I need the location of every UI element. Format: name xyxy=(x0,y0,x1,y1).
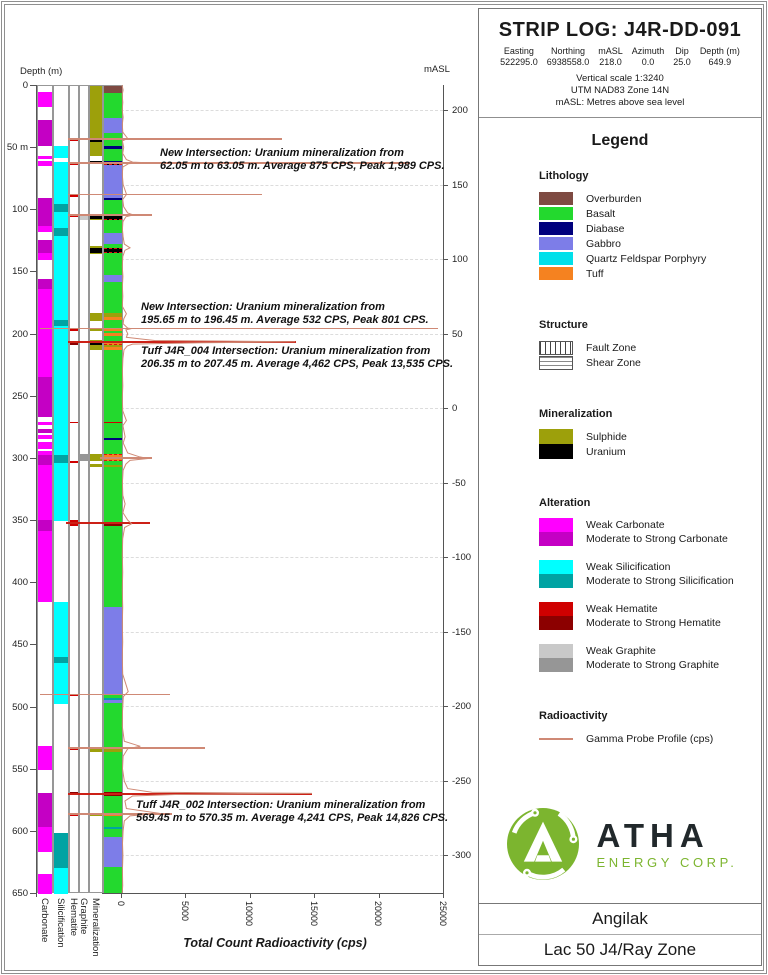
silicification-interval xyxy=(54,833,68,868)
gamma-spike-line xyxy=(68,194,262,195)
depth-tick xyxy=(30,85,36,86)
lithology-interval xyxy=(104,118,122,133)
intersection-annotation: New Intersection: Uranium mineralization from 62.05 m to 63.05 m. Average 875 CPS, Peak 1,989 CPS. xyxy=(160,147,445,172)
carbonate-interval xyxy=(38,253,52,260)
silicification-interval xyxy=(54,212,68,228)
cps-tick xyxy=(314,893,315,898)
masl-tick xyxy=(443,557,448,558)
gamma-line-swatch xyxy=(539,738,573,740)
lithology-interval xyxy=(104,867,122,894)
carbonate-interval xyxy=(38,240,52,252)
lithology-interval xyxy=(104,282,122,313)
atha-logo-icon xyxy=(503,804,583,884)
project-footer xyxy=(479,903,761,965)
legend-item: Tuff xyxy=(539,266,761,281)
fault-zone-swatch xyxy=(539,341,573,355)
drillhole-metadata xyxy=(485,46,755,67)
cps-tick-label: 20000 xyxy=(373,901,384,927)
depth-tick xyxy=(30,707,36,708)
lithology-interval xyxy=(104,526,122,607)
depth-tick xyxy=(30,147,36,148)
silicification-interval xyxy=(54,463,68,521)
masl-axis-line xyxy=(443,85,444,893)
carbonate-interval xyxy=(38,161,52,165)
cps-tick-label: 15000 xyxy=(308,901,319,927)
cps-tick-label: 10000 xyxy=(244,901,255,927)
note-scale: Vertical scale 1:3240 xyxy=(576,73,664,84)
legend-lithology: Lithology Overburden Basalt Diabase Gabbro Quartz Feldspar Porphyry Tuff xyxy=(539,170,761,281)
legend-title: Legend xyxy=(591,132,649,149)
masl-tick xyxy=(443,483,448,484)
masl-tick-label: -250 xyxy=(452,775,472,787)
cps-tick xyxy=(121,893,122,898)
legend-item: Fault Zone xyxy=(539,340,761,355)
silicification-interval xyxy=(54,663,68,704)
field-azimuth: Azimuth 0.0 xyxy=(631,46,665,67)
lithology-interval xyxy=(104,200,122,214)
masl-tick-label: -50 xyxy=(452,477,466,489)
masl-tick xyxy=(443,110,448,111)
weak-silicification-swatch xyxy=(539,560,573,574)
masl-tick-label: 0 xyxy=(452,403,458,414)
depth-tick xyxy=(30,458,36,459)
legend-structure: Structure Fault Zone Shear Zone xyxy=(539,319,761,370)
carbonate-interval xyxy=(38,746,52,770)
carbonate-interval xyxy=(38,520,52,531)
field-dip: Dip 25.0 xyxy=(673,46,691,67)
mineralization-interval xyxy=(90,86,102,156)
mineralization-interval xyxy=(90,749,102,753)
depth-tick xyxy=(30,209,36,210)
column-label-graphite: Graphite xyxy=(78,898,89,935)
legend-item-carbonate: Weak Carbonate Moderate to Strong Carbonate xyxy=(539,518,761,546)
mineralization-interval xyxy=(90,248,102,252)
legend xyxy=(479,118,761,785)
lithology-interval xyxy=(104,752,122,792)
field-northing: Northing 6938558.0 xyxy=(546,46,590,67)
carbonate-interval xyxy=(38,827,52,852)
graphite-interval xyxy=(80,454,88,461)
mineralization-interval xyxy=(90,313,102,320)
depth-tick xyxy=(30,831,36,832)
depth-tick-label: 550 xyxy=(12,763,28,775)
masl-tick-label: 150 xyxy=(452,179,468,191)
cps-tick xyxy=(443,893,444,898)
logo-name: ATHA xyxy=(596,816,710,854)
silicification-interval xyxy=(54,228,68,237)
uranium-swatch xyxy=(539,444,573,459)
legend-radioactivity: Radioactivity Gamma Probe Profile (cps) xyxy=(539,710,761,746)
column-lithology xyxy=(103,85,123,893)
depth-tick xyxy=(30,644,36,645)
carbonate-interval xyxy=(38,120,52,146)
depth-tick-label: 300 xyxy=(12,452,28,464)
sulphide-swatch xyxy=(539,429,573,444)
lithology-interval xyxy=(104,703,122,748)
carbonate-interval xyxy=(38,435,52,439)
legend-item: Sulphide xyxy=(539,429,761,444)
depth-tick-label: 500 xyxy=(12,701,28,713)
legend-alteration: Alteration Weak Carbonate Moderate to Strong Carbonate Weak Silicification Moderate to Strong Silicification Weak Hematite Moderate to Strong Hematite Weak Graphite Moderate to Strong Graphite xyxy=(539,497,761,672)
depth-tick-label: 200 xyxy=(12,328,28,340)
depth-tick xyxy=(30,769,36,770)
column-label-hematite: Hematite xyxy=(68,898,79,937)
strong-graphite-swatch xyxy=(539,658,573,672)
legend-item: Quartz Feldspar Porphyry xyxy=(539,251,761,266)
hematite-interval xyxy=(70,461,78,462)
masl-tick-label: 100 xyxy=(452,254,468,265)
legend-item: Basalt xyxy=(539,206,761,221)
gamma-spike-line xyxy=(68,341,296,343)
intersection-annotation: New Intersection: Uranium mineralization from 195.65 m to 196.45 m. Average 532 CPS, Peak 801 CPS. xyxy=(141,301,429,326)
depth-tick-label: 100 xyxy=(12,204,28,216)
depth-axis-line xyxy=(36,85,37,897)
silicification-interval xyxy=(54,236,68,319)
gamma-spike-line xyxy=(68,793,312,795)
field-masl: mASL 218.0 xyxy=(598,46,623,67)
carbonate-interval xyxy=(38,531,52,602)
masl-tick xyxy=(443,781,448,782)
column-silicification xyxy=(53,85,69,893)
legend-item-graphite: Weak Graphite Moderate to Strong Graphite xyxy=(539,644,761,672)
gamma-spike-line xyxy=(40,328,438,330)
tuff-swatch xyxy=(539,267,573,280)
carbonate-interval xyxy=(38,198,52,227)
column-carbonate xyxy=(37,85,53,893)
carbonate-interval xyxy=(38,465,52,520)
depth-tick-label: 600 xyxy=(12,825,28,837)
cps-axis-line xyxy=(102,893,444,894)
mineralization-interval xyxy=(90,464,102,467)
legend-item: Uranium xyxy=(539,444,761,459)
weak-hematite-swatch xyxy=(539,602,573,616)
lithology-interval xyxy=(104,816,122,827)
depth-tick-label: 50 m xyxy=(6,142,28,154)
depth-tick-label: 650 xyxy=(12,888,28,899)
lithology-interval xyxy=(104,253,122,275)
page-title: STRIP LOG: J4R-DD-091 xyxy=(498,19,742,41)
legend-item-silicification: Weak Silicification Moderate to Strong Silicification xyxy=(539,560,761,588)
column-label-silicification: Silicification xyxy=(55,898,66,948)
logo-subtitle: ENERGY CORP. xyxy=(596,854,738,870)
qfp-swatch xyxy=(539,252,573,265)
masl-axis-title: mASL xyxy=(424,64,450,75)
carbonate-interval xyxy=(38,422,52,426)
depth-tick xyxy=(30,893,36,894)
legend-item: Shear Zone xyxy=(539,355,761,370)
depth-tick xyxy=(30,582,36,583)
masl-tick-label: -150 xyxy=(452,626,472,638)
masl-tick-label: -100 xyxy=(452,552,472,563)
cps-tick xyxy=(250,893,251,898)
hematite-interval xyxy=(70,195,78,196)
note-datum: UTM NAD83 Zone 14N xyxy=(570,85,670,96)
depth-tick xyxy=(30,396,36,397)
cps-axis-title: Total Count Radioactivity (cps) xyxy=(183,936,367,950)
depth-tick-label: 400 xyxy=(12,577,28,589)
depth-axis-title: Depth (m) xyxy=(20,66,63,77)
shear-zone-swatch xyxy=(539,356,573,370)
hematite-interval xyxy=(70,694,78,696)
legend-item-hematite: Weak Hematite Moderate to Strong Hematite xyxy=(539,602,761,630)
silicification-interval xyxy=(54,455,68,462)
lithology-interval xyxy=(104,796,122,813)
header-block xyxy=(479,9,761,118)
basalt-swatch xyxy=(539,207,573,220)
lithology-interval xyxy=(104,275,122,282)
carbonate-interval xyxy=(38,429,52,433)
legend-item: Gabbro xyxy=(539,236,761,251)
legend-item: Overburden xyxy=(539,191,761,206)
silicification-interval xyxy=(54,162,68,204)
column-mineralization xyxy=(89,85,103,893)
carbonate-interval xyxy=(38,874,52,894)
carbonate-interval xyxy=(38,92,52,107)
masl-tick xyxy=(443,334,448,335)
carbonate-interval xyxy=(38,793,52,827)
carbonate-interval xyxy=(38,289,52,377)
gamma-spike-line xyxy=(68,747,205,749)
lithology-interval xyxy=(104,233,122,244)
gabbro-swatch xyxy=(539,237,573,250)
company-logo xyxy=(479,785,761,903)
legend-item: Gamma Probe Profile (cps) xyxy=(539,731,761,746)
title-block-panel xyxy=(478,8,762,966)
cps-tick xyxy=(379,893,380,898)
depth-tick-label: 150 xyxy=(12,266,28,278)
silicification-interval xyxy=(54,326,68,455)
carbonate-interval xyxy=(38,279,52,289)
project-name: Angilak xyxy=(479,904,761,935)
field-easting: Easting 522295.0 xyxy=(500,46,538,67)
lithology-interval xyxy=(104,423,122,437)
masl-tick xyxy=(443,632,448,633)
masl-tick-label: -300 xyxy=(452,850,472,861)
carbonate-interval xyxy=(38,455,52,465)
weak-carbonate-swatch xyxy=(539,518,573,532)
silicification-interval xyxy=(54,204,68,211)
strong-carbonate-swatch xyxy=(539,532,573,546)
column-graphite xyxy=(79,85,89,893)
lithology-interval xyxy=(104,93,122,118)
lithology-interval xyxy=(104,149,122,161)
intersection-annotation: Tuff J4R_004 Intersection: Uranium mineralization from 206.35 m to 207.45 m. Average 4,462 CPS, Peak 13,535 CPS. xyxy=(141,345,454,370)
masl-tick xyxy=(443,259,448,260)
hematite-interval xyxy=(70,422,78,423)
depth-tick xyxy=(30,271,36,272)
carbonate-interval xyxy=(38,156,52,159)
cps-tick-label: 25000 xyxy=(437,901,448,927)
legend-mineralization: Mineralization Sulphide Uranium xyxy=(539,408,761,459)
depth-tick-label: 0 xyxy=(22,80,28,91)
hematite-interval xyxy=(70,814,78,815)
note-masl: mASL: Metres above sea level xyxy=(555,97,685,108)
field-depth: Depth (m) 649.9 xyxy=(699,46,740,67)
lithology-interval xyxy=(104,837,122,867)
weak-graphite-swatch xyxy=(539,644,573,658)
mineralization-interval xyxy=(90,215,102,219)
masl-tick xyxy=(443,185,448,186)
silicification-interval xyxy=(54,868,68,894)
carbonate-interval xyxy=(38,442,52,449)
gamma-spike-line xyxy=(100,457,152,458)
depth-tick-label: 350 xyxy=(12,515,28,527)
cps-tick xyxy=(185,893,186,898)
gamma-spike-line xyxy=(40,694,170,695)
cps-tick-label: 5000 xyxy=(179,901,190,922)
masl-tick-label: -200 xyxy=(452,701,472,712)
masl-tick xyxy=(443,855,448,856)
intersection-annotation: Tuff J4R_002 Intersection: Uranium mineralization from 569.45 m to 570.35 m. Average 4,241 CPS, Peak 14,826 CPS. xyxy=(136,799,449,824)
zone-name: Lac 50 J4/Ray Zone xyxy=(543,940,697,959)
lithology-interval xyxy=(104,467,122,524)
carbonate-interval xyxy=(38,226,52,232)
lithology-interval xyxy=(104,86,122,93)
column-label-carbonate: Carbonate xyxy=(39,898,50,943)
depth-tick xyxy=(30,334,36,335)
depth-tick xyxy=(30,520,36,521)
lithology-interval xyxy=(104,350,122,422)
gamma-spike-line xyxy=(68,138,282,140)
masl-tick xyxy=(443,706,448,707)
lithology-interval xyxy=(104,607,122,695)
depth-tick-label: 450 xyxy=(12,639,28,651)
strong-hematite-swatch xyxy=(539,616,573,630)
silicification-interval xyxy=(54,146,68,158)
lithology-interval xyxy=(104,220,122,233)
silicification-interval xyxy=(54,602,68,657)
diabase-swatch xyxy=(539,222,573,235)
gamma-spike-line xyxy=(66,522,150,524)
masl-tick xyxy=(443,408,448,409)
cps-tick-label: 0 xyxy=(115,901,126,907)
masl-tick-label: 50 xyxy=(452,328,463,340)
column-label-mineralization: Mineralization xyxy=(90,898,101,957)
masl-tick-label: 200 xyxy=(452,105,468,116)
depth-tick-label: 250 xyxy=(12,390,28,402)
gamma-spike-line xyxy=(68,214,152,215)
overburden-swatch xyxy=(539,192,573,205)
lithology-interval xyxy=(104,440,122,454)
strong-silicification-swatch xyxy=(539,574,573,588)
legend-item: Diabase xyxy=(539,221,761,236)
column-hematite xyxy=(69,85,79,893)
lithology-interval xyxy=(104,829,122,836)
carbonate-interval xyxy=(38,377,52,417)
